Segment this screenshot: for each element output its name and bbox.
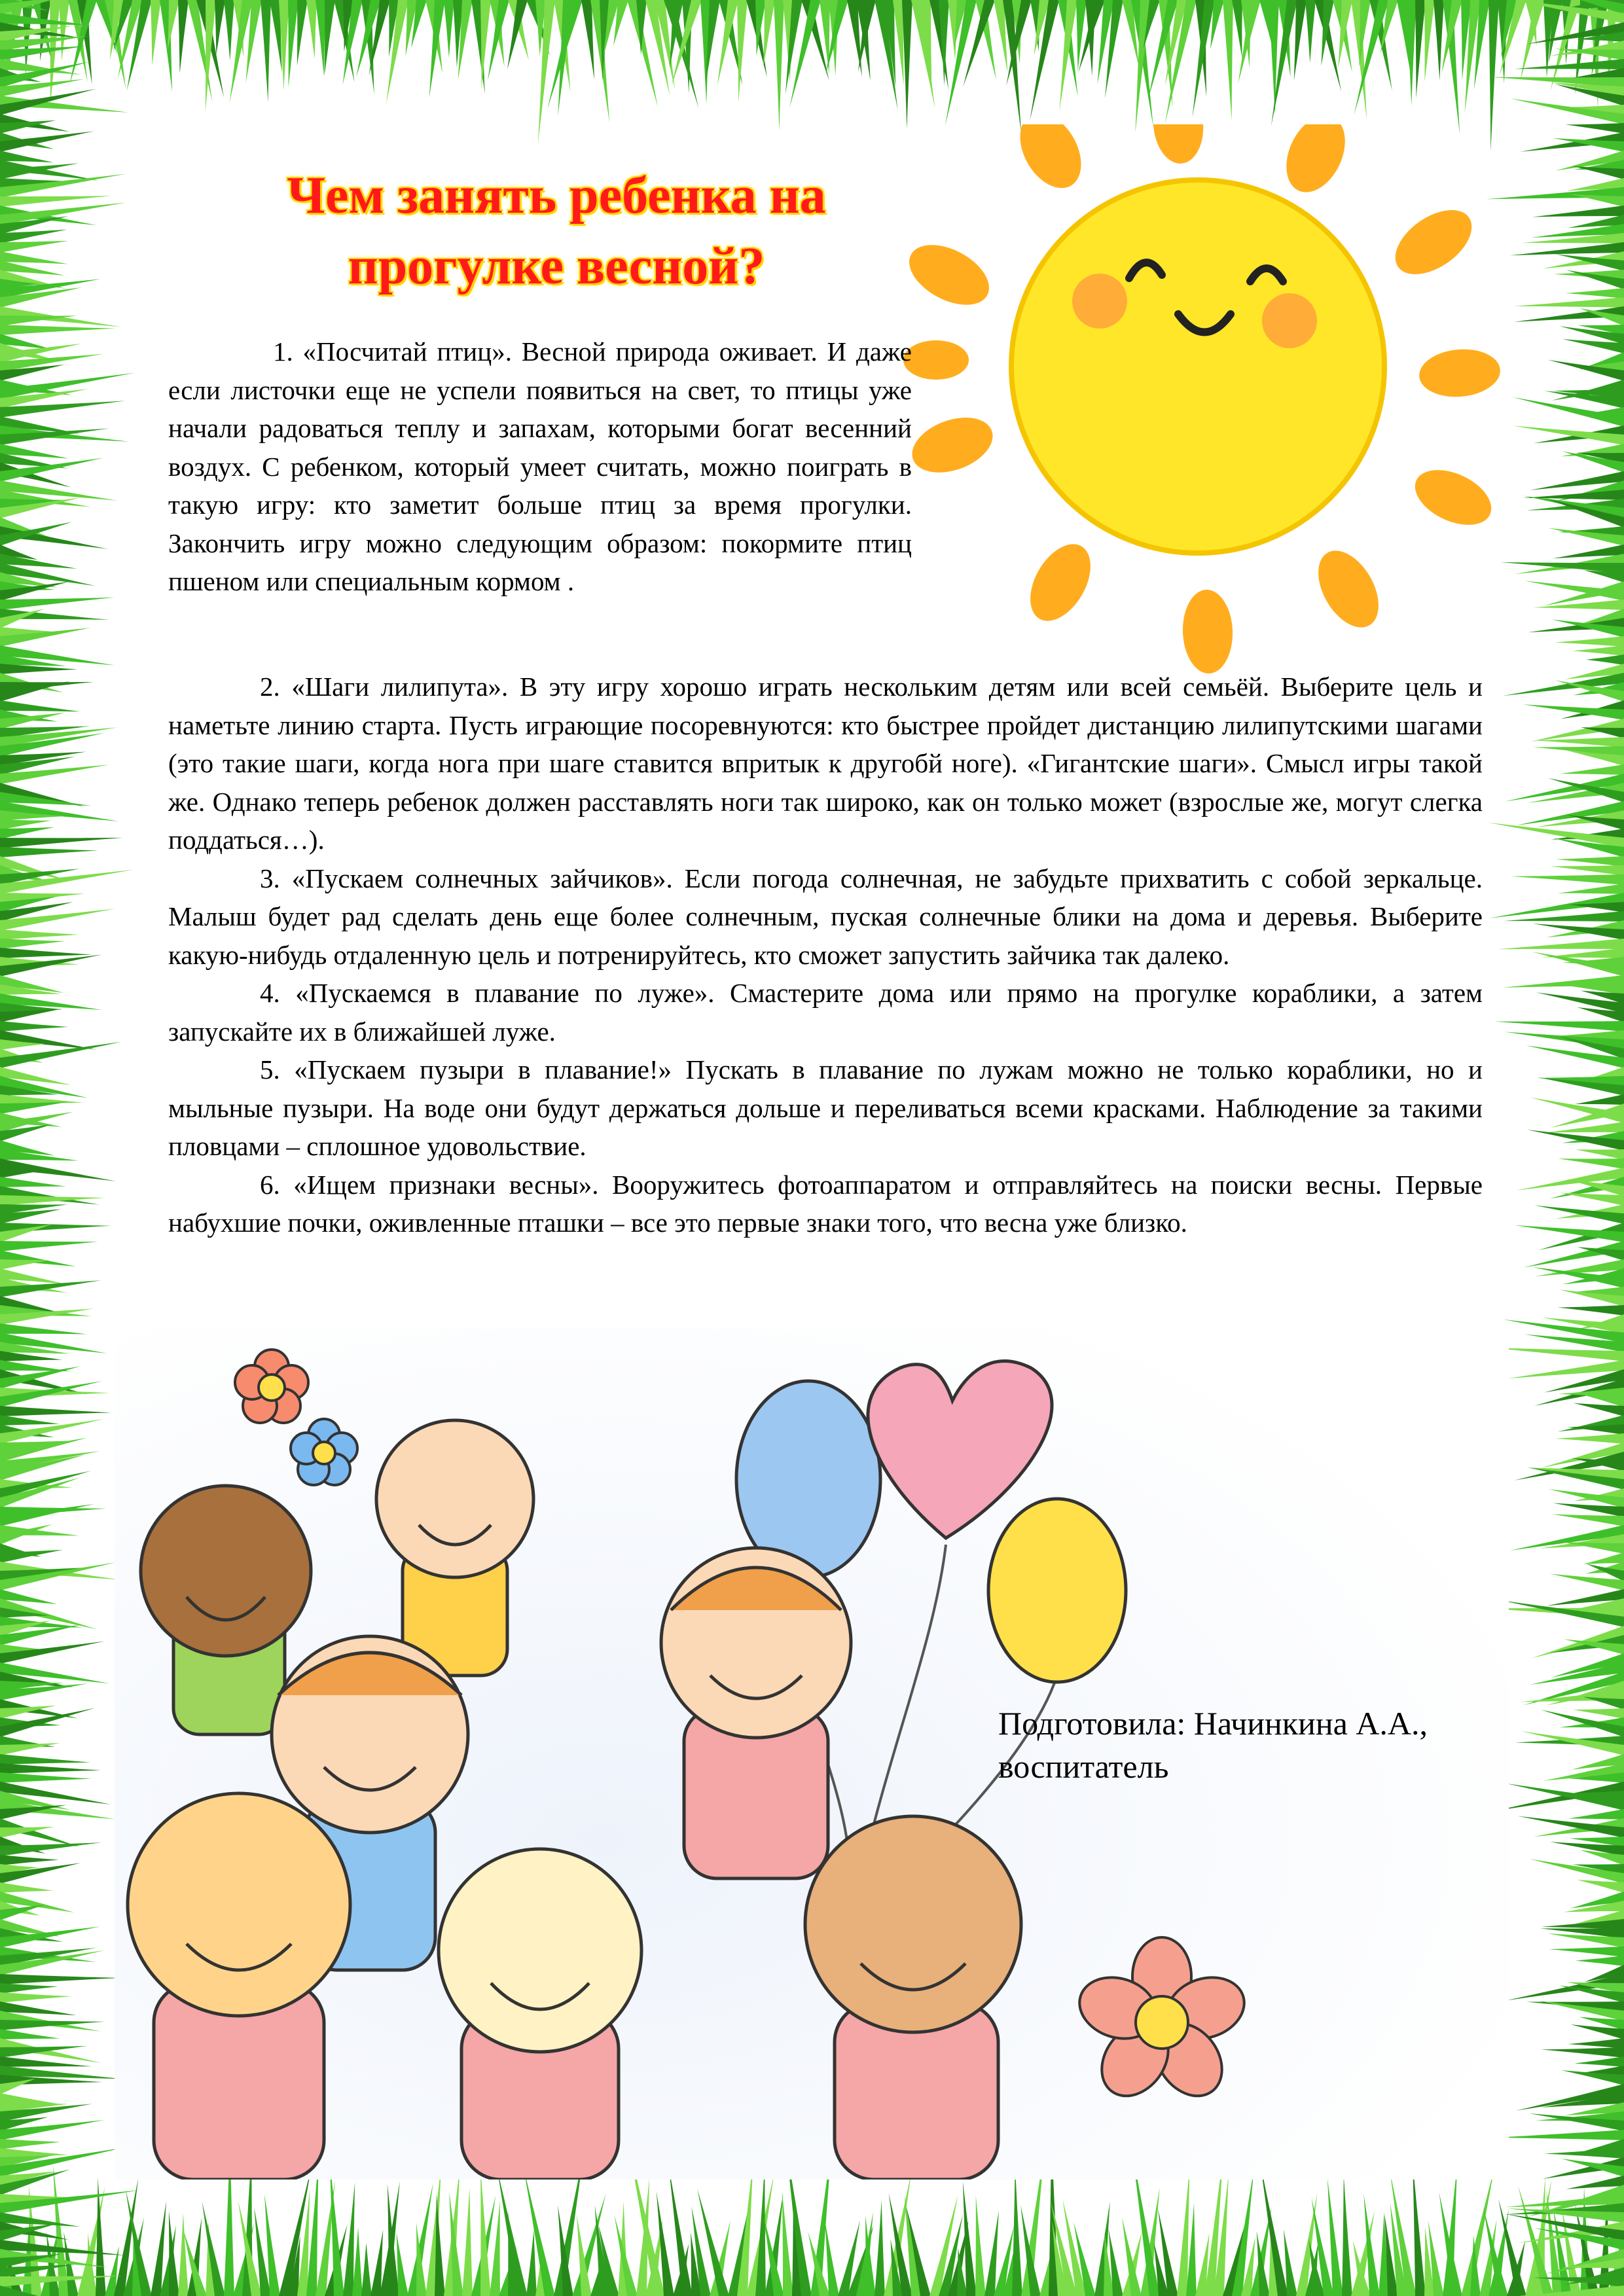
grass-blade <box>0 1241 98 1251</box>
grass-blade <box>1568 1809 1624 1820</box>
sun-cheek-left <box>1072 274 1127 329</box>
grass-blade <box>1558 1305 1624 1316</box>
grass-blade <box>1558 1158 1624 1169</box>
grass-blade <box>763 0 775 67</box>
paragraphs-block <box>168 668 1483 1242</box>
grass-blade <box>1558 884 1624 894</box>
grass-blade <box>0 131 94 152</box>
grass-blade <box>1573 1403 1624 1416</box>
grass-blade <box>1232 0 1242 58</box>
grass-blade <box>202 2201 225 2296</box>
grass-blade <box>288 0 298 87</box>
grass-blade <box>169 2211 179 2296</box>
grass-blade <box>361 2242 372 2296</box>
grass-blade <box>0 598 114 610</box>
grass-blade <box>261 0 271 102</box>
grass-blade <box>151 0 161 65</box>
grass-blade <box>1415 0 1426 98</box>
grass-blade <box>178 2213 189 2296</box>
grass-blade <box>0 827 54 839</box>
grass-blade <box>0 1855 59 1865</box>
paragraph-4: 4. «Пускаемся в плавание по луже». Смастерите дома или прямо на прогулке кораблики, а затем запускайте их в ближайшей луже. <box>168 978 1483 1047</box>
grass-blade <box>507 0 528 69</box>
grass-blade <box>0 1195 105 1206</box>
grass-blade <box>0 2029 60 2039</box>
grass-blade <box>0 174 126 198</box>
grass-blade <box>902 0 912 130</box>
grass-blade <box>755 2163 766 2296</box>
grass-blade <box>324 0 335 77</box>
grass-blade <box>737 0 748 103</box>
grass-blade <box>297 0 308 65</box>
grass-blade <box>0 1021 68 1031</box>
grass-blade <box>1514 59 1624 69</box>
grass-blade <box>0 241 69 253</box>
grass-blade <box>0 929 79 940</box>
grass-blade <box>0 2190 139 2214</box>
child-6 <box>439 1849 641 2179</box>
grass-blade <box>1530 1859 1624 1884</box>
grass-blade <box>1549 1946 1624 1957</box>
grass-blade <box>1545 1122 1624 1133</box>
grass-blade <box>0 838 123 848</box>
signature-author: Подготовила: Начинкина А.А., <box>998 1705 1428 1742</box>
grass-blade <box>370 2229 383 2296</box>
grass-blade <box>0 847 98 857</box>
grass-blade <box>306 0 317 59</box>
grass-blade <box>1542 1919 1624 1929</box>
grass-blade <box>1527 1130 1624 1151</box>
grass-blade <box>1498 939 1624 949</box>
grass-blade <box>1573 1708 1624 1719</box>
grass-blade <box>1342 2175 1352 2296</box>
sun-cheek-right <box>1262 293 1317 348</box>
grass-blade <box>1294 0 1307 81</box>
grass-blade <box>0 1743 60 1755</box>
grass-blade <box>0 1754 90 1765</box>
grass-blade <box>0 325 116 335</box>
grass-blade <box>1012 2166 1022 2296</box>
grass-blade <box>1494 1021 1624 1031</box>
grass-blade <box>488 0 509 81</box>
grass-blade <box>1413 2161 1426 2296</box>
grass-blade <box>0 1974 121 1984</box>
title-line-2: прогулке весной? <box>348 238 765 295</box>
grass-blade <box>0 700 80 711</box>
grass-blade <box>1544 2148 1624 2159</box>
paragraph-6: 6. «Ищем признаки весны». Вооружитесь фотоаппаратом и отправляйтесь на поиски весны. Первые набухшие почки, оживленные пташки – все это первые знаки того, что весна уже близко. <box>168 1169 1483 1238</box>
grass-blade <box>1575 1149 1624 1160</box>
grass-blade <box>0 1772 92 1783</box>
grass-blade <box>782 2191 793 2296</box>
grass-blade <box>0 251 68 264</box>
grass-blade <box>0 1259 49 1270</box>
grass-blade <box>1575 1094 1624 1105</box>
grass-blade <box>0 2020 105 2030</box>
grass-blade <box>1550 1574 1624 1590</box>
grass-blade <box>1583 1552 1624 1564</box>
grass-blade <box>825 2221 839 2296</box>
grass-blade <box>444 0 454 58</box>
grass-blade <box>1560 764 1624 775</box>
grass-blade <box>963 2181 977 2296</box>
paragraph-5: 5. «Пускаем пузыри в плавание!» Пускать в плавание по лужам можно не только кораблики, но и мыльные пузыри. На воде они будут держаться дольше и переливаться всеми красками. Наблюдение за такими пловцами – сплошное удовольствие. <box>168 1054 1483 1161</box>
grass-blade <box>1556 856 1624 867</box>
grass-blade <box>0 954 102 977</box>
grass-blade <box>0 1102 67 1114</box>
grass-blade <box>0 1763 101 1774</box>
grass-blade <box>215 0 225 55</box>
paragraph-2: 2. «Шаги лилипута». В эту игру хорошо играть нескольким детям или всей семьёй. Выберите цель и наметьте линию старта. Пусть играющие посоревнуются: кто быстрее пройдет дистанцию лилипутскими шагами (это такие шаги, когда нога при шаге ставится впритык к другобй ноге). «Гигантские шаги». Смысл игры такой же. Однако теперь ребенок должен расставлять ноги так широко, как он только может (взрослые же, могут слегка поддаться…). <box>168 672 1483 855</box>
paragraph-3: 3. «Пускаем солнечных зайчиков». Если погода солнечная, не забудьте прихватить с собой зеркальце. Малыш будет рад сделать день еще более солнечным, пуская солнечные блики на дома и деревья. Выберите какую-нибудь отдаленную цель и потренируйтесь, кто сможет запустить зайчика так далеко. <box>168 863 1483 970</box>
grass-blade <box>480 0 491 89</box>
grass-blade <box>1568 2038 1624 2049</box>
grass-blade <box>1515 1225 1624 1242</box>
grass-blade <box>59 0 69 61</box>
grass-blade <box>0 1983 58 1994</box>
grass-blade <box>0 939 65 949</box>
title-line-1: Чем занять ребенка на <box>287 167 826 224</box>
grass-blade <box>1511 874 1624 885</box>
sun-face <box>1011 180 1384 553</box>
grass-blade <box>0 1641 105 1664</box>
grass-blade <box>984 2210 999 2296</box>
grass-blade <box>178 0 189 73</box>
grass-blade <box>1552 1515 1624 1526</box>
sun-illustration <box>897 124 1617 674</box>
grass-blade <box>1550 865 1624 876</box>
grass-blade <box>1517 1816 1624 1838</box>
grass-blade <box>1566 2176 1624 2189</box>
grass-blade <box>1177 2166 1190 2296</box>
grass-blade <box>1491 1348 1624 1361</box>
grass-blade <box>0 1882 53 1893</box>
paragraph-1: 1. «Посчитай птиц». Весной природа оживает. И даже если листочки еще не успели появиться на свет, то птицы уже начали радоваться теплу и запахам, которыми богат весенний воздух. С ребенком, который умеет считать, можно поиграть в такую игру: кто заметит больше птиц за время прогулки. Закончить игру можно следующим образом: покормите птиц пшеном или специальным кормом . <box>168 336 912 596</box>
grass-blade <box>0 1415 60 1426</box>
grass-blade <box>0 2212 81 2227</box>
grass-blade <box>1424 0 1435 82</box>
grass-blade <box>1555 1433 1624 1444</box>
grass-blade <box>0 1323 87 1334</box>
grass-blade <box>397 2233 408 2296</box>
grass-blade <box>875 2200 885 2296</box>
grass-blade <box>1541 2047 1624 2058</box>
signature-block <box>998 1702 1428 1788</box>
grass-blade <box>224 0 234 61</box>
child-7 <box>805 1816 1021 2179</box>
grass-blade <box>0 151 54 162</box>
grass-blade <box>1305 0 1316 63</box>
grass-blade <box>462 2188 473 2296</box>
grass-blade <box>0 1406 111 1416</box>
grass-blade <box>50 0 60 108</box>
grass-blade <box>1269 0 1279 115</box>
grass-blade <box>0 1177 66 1187</box>
page-title <box>249 160 864 302</box>
grass-blade <box>668 2166 693 2296</box>
grass-blade <box>0 1992 71 2003</box>
grass-blade <box>526 2230 537 2296</box>
grass-blade <box>1494 2130 1624 2140</box>
grass-blade <box>1574 2056 1624 2067</box>
grass-blade <box>1122 2217 1142 2296</box>
signature-role: воспитатель <box>998 1748 1169 1785</box>
grass-blade <box>0 948 92 958</box>
balloon-yellow <box>988 1499 1126 1682</box>
grass-blade <box>975 2195 986 2296</box>
grass-blade <box>316 0 326 75</box>
grass-blade <box>343 2182 355 2296</box>
grass-blade <box>0 196 111 207</box>
grass-blade <box>774 0 784 131</box>
grass-blade <box>0 2139 61 2149</box>
grass-blade <box>1575 1956 1624 1966</box>
grass-blade <box>1223 0 1233 120</box>
